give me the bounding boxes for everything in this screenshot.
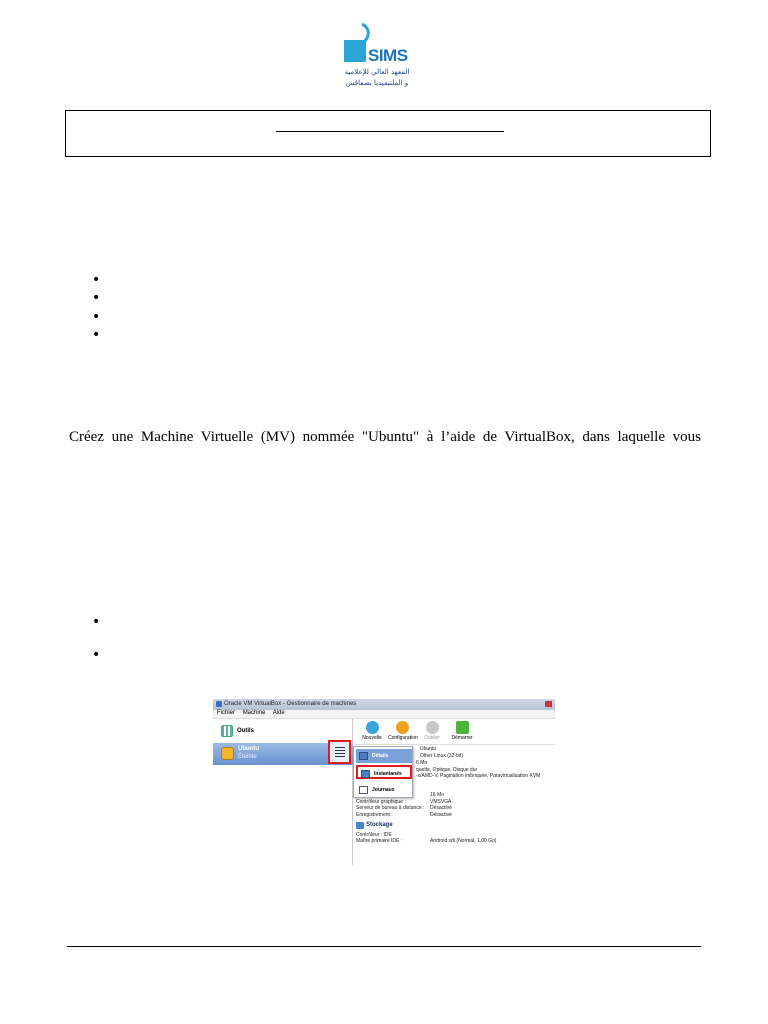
title-underline [276,131,504,132]
list-menu-icon [335,747,345,757]
dropdown-item-details[interactable] [356,749,412,763]
sims-logo [340,22,414,92]
system-memory: 6 Mo [416,760,428,766]
tools-label: Outils [237,728,255,734]
logo-brand: SIMS [368,46,408,65]
dropdown-item-snapshots[interactable] [356,765,412,779]
new-vm-icon [366,721,379,734]
dropdown-item-logs[interactable] [356,783,412,797]
storage-section-title: Stockage [356,822,554,829]
storage-rows [356,832,554,845]
settings-gear-icon [396,721,409,734]
logo-arabic-line-1: المعهد العالي للإعلامية [344,68,410,76]
configuration-button[interactable] [388,721,416,741]
discard-label: Oublier [423,735,441,741]
window-title: Oracle VM VirtualBox - Gestionnaire de machines [224,701,357,707]
main-toolbar [354,719,555,745]
discard-arrow-icon [426,721,439,734]
virtualbox-screenshot [213,699,555,865]
logo-arabic-line-2: و الملتيميديا بصفاقس [345,79,409,87]
vm-name: Ubuntu [238,746,259,752]
close-icon[interactable] [545,701,552,707]
logs-icon [359,786,368,794]
display-row: Enregistrement : Désactivé [356,811,452,818]
vm-tools-menu-button[interactable] [328,740,351,764]
storage-row: Contrôleur : IDE [356,831,392,838]
dropdown-item-label: Détails [372,753,389,759]
menu-bar [213,710,555,719]
dropdown-item-label: Journaux [372,787,395,793]
general-os: Other Linux (32-bit) [420,752,464,759]
vm-os-icon [221,747,234,760]
configuration-label: Configuration [388,735,418,741]
tools-icon [221,725,233,737]
new-button[interactable] [358,721,386,741]
dropdown-item-label: Instantanés [374,771,402,777]
footer-rule [67,946,701,947]
system-boot-order: quette, Optique, Disque dur [416,766,478,773]
menu-aide[interactable]: Aide [272,710,285,716]
display-row: Serveur de bureau à distance : Désactivé [356,805,452,811]
display-row: Contrôleur graphique : VMSVGA [356,798,452,805]
menu-machine[interactable]: Machine [242,710,266,716]
vm-state: Éteinte [238,754,257,760]
instruction-paragraph: Créez une Machine Virtuelle (MV) nommée "Ubuntu" à l’aide de VirtualBox, dans laquelle vous [69,429,701,445]
window-titlebar [213,699,555,710]
new-label: Nouvelle [362,735,382,741]
details-icon [359,752,368,760]
logo-square-icon [344,40,366,62]
system-acceleration: -x/AMD-V, Pagination imbriquée, Paravirtualisation KVM [416,773,541,779]
display-row: 16 Mo [430,792,444,798]
snapshots-icon [361,770,370,778]
storage-row: Maître primaire IDE : Android.vdi (Normal, 1,00 Go) [356,838,497,844]
start-label: Démarrer [451,735,473,741]
general-name: Ubuntu [420,746,437,752]
title-box [65,110,711,157]
tools-dropdown-menu [353,746,413,798]
discard-button[interactable] [418,721,446,741]
virtualbox-icon [216,701,222,707]
start-arrow-icon [456,721,469,734]
menu-fichier[interactable]: Fichier [217,710,236,716]
machine-list-panel [213,719,353,865]
start-button[interactable] [448,721,476,741]
